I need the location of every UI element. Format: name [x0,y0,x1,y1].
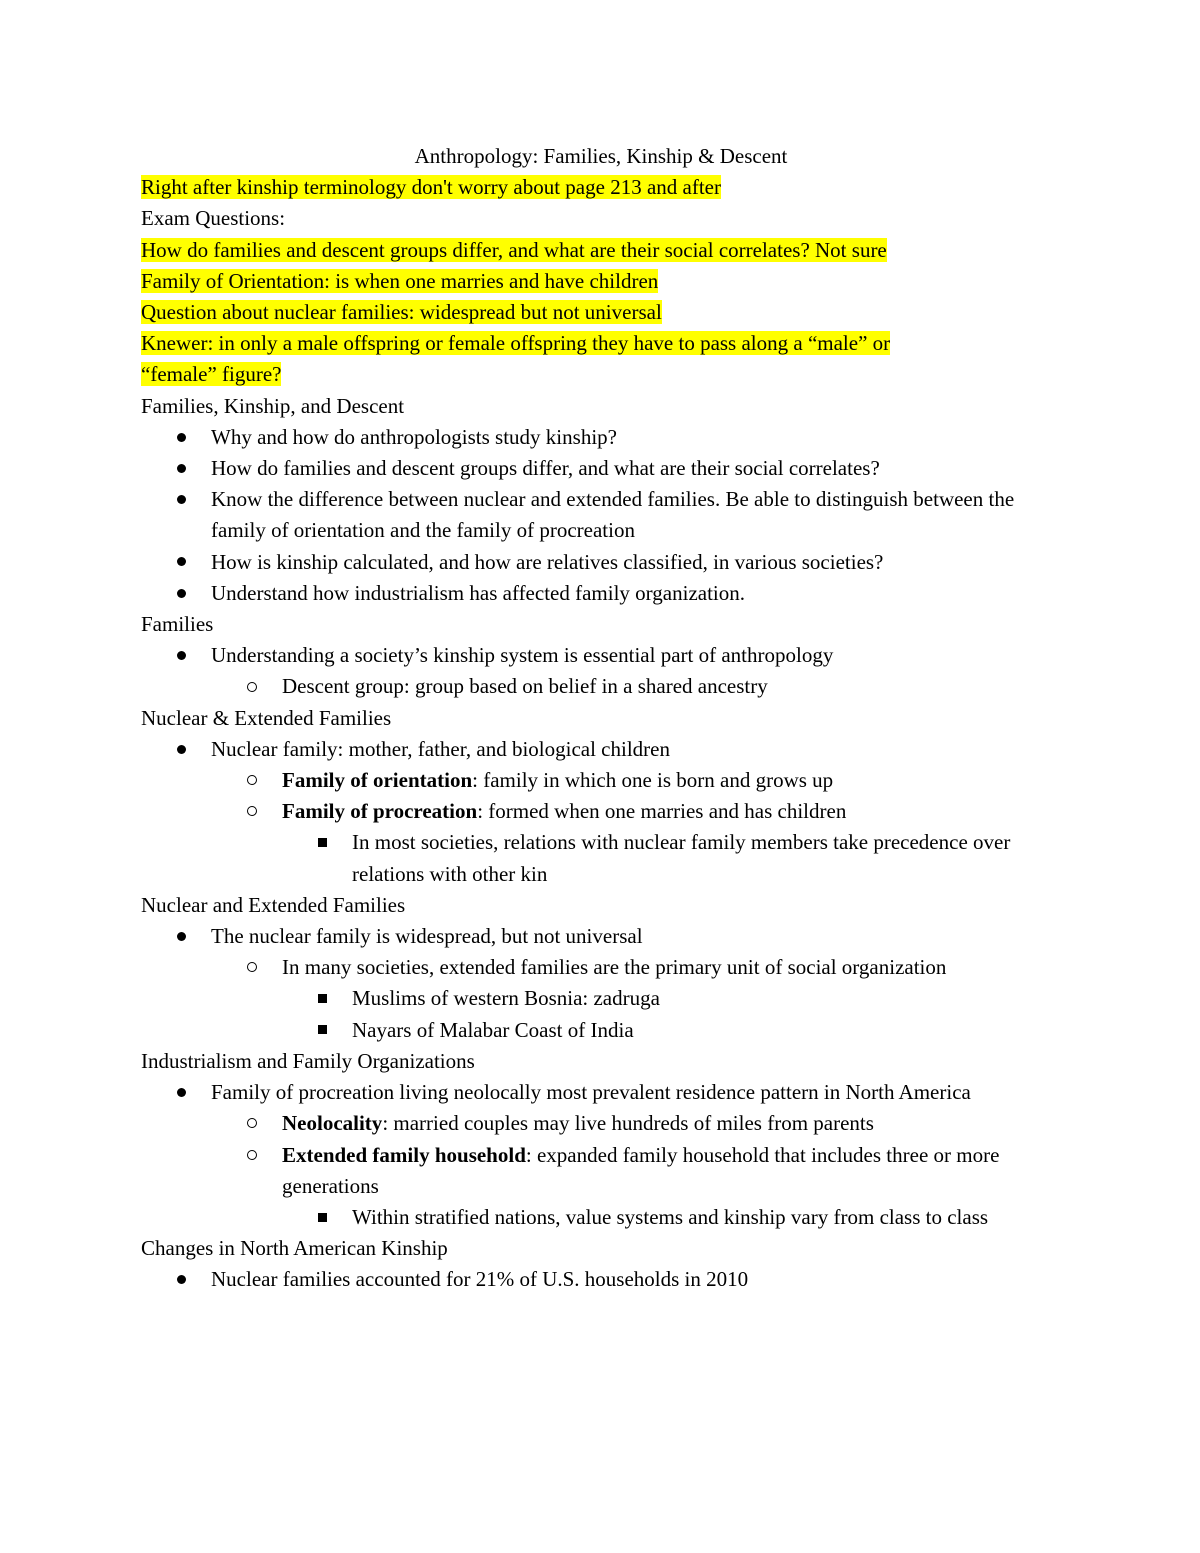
list-subsubitem: Within stratified nations, value systems and kinship vary from class to class [141,1202,1061,1233]
bullet-disc-icon [171,640,191,671]
term: Neolocality [282,1111,383,1136]
bullet-square-icon [312,827,332,858]
bullet-disc-icon [171,547,191,578]
bullet-disc-icon [171,453,191,484]
list-subsubitem: Muslims of western Bosnia: zadruga [141,983,1061,1014]
list-subitem: Family of orientation: family in which one is born and grows up [141,765,1061,796]
list-subitem: Neolocality: married couples may live hundreds of miles from parents [141,1108,1061,1139]
exam-note: Family of Orientation: is when one marries and have children [141,268,659,293]
term: Family of orientation [282,768,473,793]
list-subitem: Descent group: group based on belief in a shared ancestry [141,671,1061,702]
list-item: How do families and descent groups differ, and what are their social correlates? [141,453,1061,484]
exam-questions-label: Exam Questions: [141,206,286,231]
list-item: The nuclear family is widespread, but not universal [141,921,1061,952]
document-title: Anthropology: Families, Kinship & Descent [414,144,788,168]
bullet-disc-icon [171,921,191,952]
list-subitem: Family of procreation: formed when one marries and has children [141,796,1061,827]
list-item: Family of procreation living neolocally most prevalent residence pattern in North America [141,1077,1061,1108]
list-item: Understanding a society’s kinship system is essential part of anthropology [141,640,1061,671]
bullet-disc-icon [171,1264,191,1295]
section-heading-nuclear-extended: Nuclear & Extended Families [141,705,392,730]
section-heading-changes: Changes in North American Kinship [141,1236,448,1261]
bullet-square-icon [312,1202,332,1233]
exam-note: Question about nuclear families: widespread but not universal [141,300,662,325]
list-item: Understand how industrialism has affected family organization. [141,578,1061,609]
bullet-circle-icon [242,796,262,827]
exam-note: Knewer: in only a male offspring or female offspring they have to pass along a “male” or [141,331,891,356]
bullet-disc-icon [171,578,191,609]
bullet-disc-icon [171,484,191,515]
term: Extended family household [282,1142,526,1167]
list-subitem: Extended family household: expanded family household that includes three or more generations [141,1140,1061,1202]
bullet-disc-icon [171,422,191,453]
bullet-circle-icon [242,952,262,983]
term: Family of procreation [282,799,478,824]
bullet-circle-icon [242,671,262,702]
bullet-square-icon [312,1015,332,1046]
list-item: Know the difference between nuclear and extended families. Be able to distinguish between the family of orientation and the family of procreation [141,484,1061,546]
bullet-circle-icon [242,1140,262,1171]
section-heading-industrialism: Industrialism and Family Organizations [141,1048,475,1073]
list-subsubitem: Nayars of Malabar Coast of India [141,1015,1061,1046]
bullet-disc-icon [171,734,191,765]
bullet-circle-icon [242,765,262,796]
bullet-circle-icon [242,1108,262,1139]
section-heading-kinship: Families, Kinship, and Descent [141,393,405,418]
list-item: Nuclear families accounted for 21% of U.S. households in 2010 [141,1264,1061,1295]
list-subsubitem: In most societies, relations with nuclear family members take precedence over relations with other kin [141,827,1061,889]
list-item: How is kinship calculated, and how are relatives classified, in various societies? [141,547,1061,578]
list-subitem: In many societies, extended families are the primary unit of social organization [141,952,1061,983]
bullet-square-icon [312,983,332,1014]
highlighted-note: Right after kinship terminology don't worry about page 213 and after [141,175,721,200]
bullet-disc-icon [171,1077,191,1108]
document-content [141,141,1061,1296]
list-item: Nuclear family: mother, father, and biological children [141,734,1061,765]
section-heading-nuclear-and-extended: Nuclear and Extended Families [141,892,406,917]
section-heading-families: Families [141,612,214,637]
exam-note: “female” figure? [141,362,282,387]
exam-note: How do families and descent groups differ, and what are their social correlates? Not sure [141,237,887,262]
list-item: Why and how do anthropologists study kinship? [141,422,1061,453]
